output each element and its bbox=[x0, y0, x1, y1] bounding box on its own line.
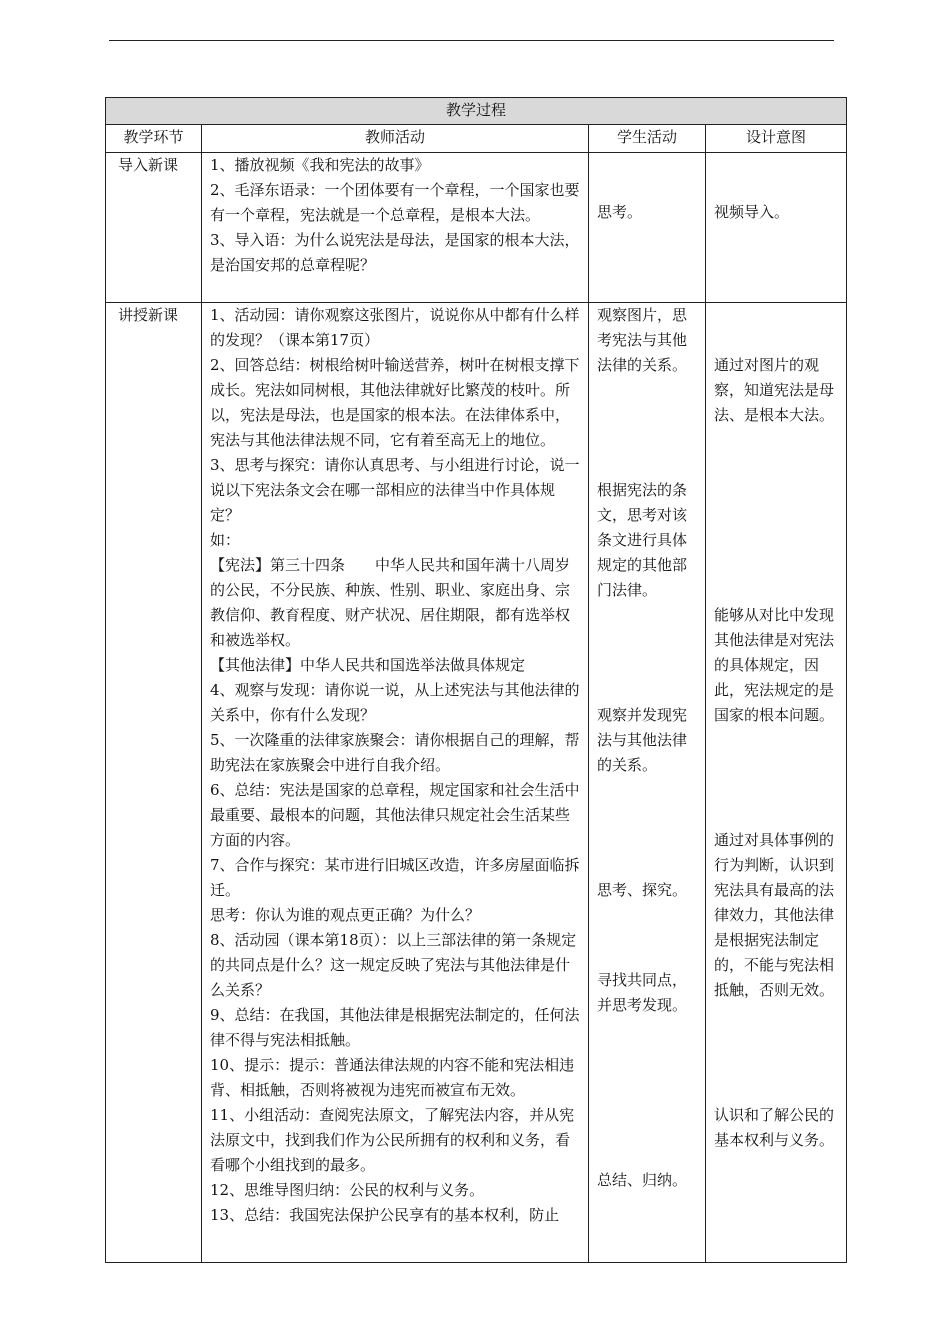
lecture-teacher-item: 5、一次隆重的法律家族聚会：请你根据自己的理解，帮助宪法在家族聚会中进行自我介绍。 bbox=[210, 731, 580, 774]
intro-teacher-item: 1、播放视频《我和宪法的故事》 bbox=[210, 156, 430, 174]
lecture-teacher-activity bbox=[202, 303, 589, 1263]
lecture-teacher-item: 6、总结：宪法是国家的总章程，规定国家和社会生活中最重要、最根本的问题，其他法律只规定社会生活某些方面的内容。 bbox=[210, 781, 580, 849]
lecture-teacher-item: 7、合作与探究：某市进行旧城区改造，许多房屋面临拆迁。 bbox=[210, 856, 580, 899]
lecture-student-item: 思考、探究。 bbox=[597, 881, 688, 899]
intro-teacher-item: 2、毛泽东语录：一个团体要有一个章程，一个国家也要有一个章程，宪法就是一个总章程，是根本大法。 bbox=[210, 181, 580, 224]
lecture-teacher-item: 3、思考与探究：请你认真思考、与小组进行讨论，说一说以下宪法条文会在哪一部相应的法律当中作具体规定？ bbox=[210, 456, 580, 524]
intro-stage: 导入新课 bbox=[106, 153, 202, 303]
intro-row bbox=[106, 153, 847, 303]
lecture-teacher-item: 2、回答总结：树根给树叶输送营养，树叶在树根支撑下成长。宪法如同树根，其他法律就好比繁茂的枝叶。所以，宪法是母法，也是国家的根本法。在法律体系中，宪法与其他法律法规不同，它有着至高无上的地位。 bbox=[210, 356, 580, 449]
table-title-row bbox=[106, 98, 847, 125]
lecture-intent-item: 能够从对比中发现其他法律是对宪法的具体规定，因此，宪法规定的是国家的根本问题。 bbox=[714, 606, 835, 724]
lecture-teacher-item: 如： bbox=[210, 531, 241, 549]
lecture-student-item: 根据宪法的条文，思考对该条文进行具体规定的其他部门法律。 bbox=[597, 481, 688, 599]
lecture-stage: 讲授新课 bbox=[106, 303, 202, 1263]
lecture-teacher-item: 9、总结：在我国，其他法律是根据宪法制定的，任何法律不得与宪法相抵触。 bbox=[210, 1006, 580, 1049]
lecture-teacher-item: 10、提示：提示：普通法律法规的内容不能和宪法相违背、相抵触，否则将被视为违宪而被宣布无效。 bbox=[210, 1056, 575, 1099]
lecture-student-item: 总结、归纳。 bbox=[597, 1171, 688, 1189]
intro-intent-item: 视频导入。 bbox=[714, 203, 790, 221]
header-stage: 教学环节 bbox=[106, 125, 202, 153]
teaching-process-table bbox=[105, 97, 847, 1263]
intro-student-activity bbox=[589, 153, 706, 303]
header-intent: 设计意图 bbox=[706, 125, 847, 153]
intro-design-intent bbox=[706, 153, 847, 303]
lecture-teacher-item: 8、活动园（课本第18页）：以上三部法律的第一条规定的共同点是什么？这一规定反映了宪法与其他法律是什么关系？ bbox=[210, 931, 577, 999]
table-title: 教学过程 bbox=[106, 98, 847, 125]
lecture-teacher-item: 4、观察与发现：请你说一说，从上述宪法与其他法律的关系中，你有什么发现？ bbox=[210, 681, 580, 724]
lecture-design-intent bbox=[706, 303, 847, 1263]
lecture-intent-item: 通过对图片的观察，知道宪法是母法、是根本大法。 bbox=[714, 356, 835, 424]
lecture-row bbox=[106, 303, 847, 1263]
lecture-teacher-item: 思考：你认为谁的观点更正确？为什么？ bbox=[210, 906, 481, 924]
lecture-student-item: 寻找共同点，并思考发现。 bbox=[597, 971, 688, 1014]
header-rule bbox=[109, 40, 834, 41]
lecture-intent-item: 通过对具体事例的行为判断，认识到宪法具有最高的法律效力，其他法律是根据宪法制定的，不能与宪法相抵触，否则无效。 bbox=[714, 831, 835, 999]
lecture-student-activity bbox=[589, 303, 706, 1263]
intro-student-item: 思考。 bbox=[597, 203, 643, 221]
intro-teacher-item: 3、导入语：为什么说宪法是母法，是国家的根本大法，是治国安邦的总章程呢？ bbox=[210, 231, 580, 274]
lecture-teacher-item: 【其他法律】中华人民共和国选举法做具体规定 bbox=[210, 656, 526, 674]
header-student: 学生活动 bbox=[589, 125, 706, 153]
header-row bbox=[106, 125, 847, 153]
lecture-teacher-item: 12、思维导图归纳：公民的权利与义务。 bbox=[210, 1181, 485, 1199]
lecture-student-item: 观察图片，思考宪法与其他法律的关系。 bbox=[597, 306, 688, 374]
lecture-teacher-item: 【宪法】第三十四条 中华人民共和国年满十八周岁的公民，不分民族、种族、性别、职业、家庭出身、宗教信仰、教育程度、财产状况、居住期限，都有选举权和被选举权。 bbox=[210, 556, 571, 649]
lecture-student-item: 观察并发现宪法与其他法律的关系。 bbox=[597, 706, 688, 774]
header-teacher: 教师活动 bbox=[202, 125, 589, 153]
intro-teacher-activity bbox=[202, 153, 589, 303]
lecture-intent-item: 认识和了解公民的基本权利与义务。 bbox=[714, 1106, 835, 1149]
lecture-teacher-item: 1、活动园：请你观察这张图片，说说你从中都有什么样的发现？（课本第17页） bbox=[210, 306, 580, 349]
lecture-teacher-item: 13、总结：我国宪法保护公民享有的基本权利，防止 bbox=[210, 1206, 560, 1224]
lecture-teacher-item: 11、小组活动：查阅宪法原文，了解宪法内容，并从宪法原文中，找到我们作为公民所拥有的权利和义务，看看哪个小组找到的最多。 bbox=[210, 1106, 575, 1174]
